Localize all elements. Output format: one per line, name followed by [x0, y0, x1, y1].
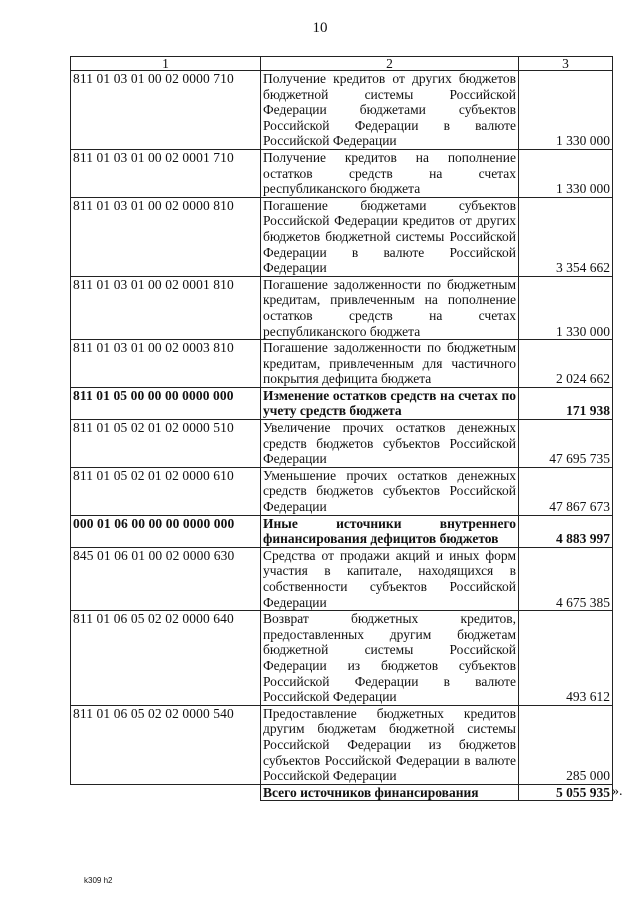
- row-amount: 493 612: [519, 611, 613, 706]
- row-code: 811 01 03 01 00 02 0000 810: [71, 197, 261, 276]
- table-total-row: [71, 784, 613, 801]
- closing-quote-mark: ».: [612, 783, 623, 799]
- table-row: [71, 149, 613, 197]
- total-empty-cell: [71, 784, 261, 801]
- row-name: Погашение бюджетами субъектов Российской Федерации кредитов от других бюджетов бюджетной системы Российской Федерации в валюте Российской Федерации: [261, 197, 519, 276]
- table-row: [71, 467, 613, 515]
- footer-document-code: k309 h2: [84, 876, 113, 885]
- total-amount: 5 055 935: [519, 784, 613, 801]
- page-number: 10: [312, 20, 328, 36]
- row-code: 811 01 06 05 02 02 0000 540: [71, 705, 261, 784]
- row-amount: 3 354 662: [519, 197, 613, 276]
- row-name: Погашение задолженности по бюджетным кредитам, привлеченным на пополнение остатков средств на счетах республиканского бюджета: [261, 276, 519, 339]
- row-amount: 47 695 735: [519, 420, 613, 468]
- row-name: Получение кредитов от других бюджетов бюджетной системы Российской Федерации бюджетами субъектов Российской Федерации в валюте Российской Федерации: [261, 71, 519, 150]
- table-row-subtotal: [71, 515, 613, 547]
- row-amount: 2 024 662: [519, 340, 613, 388]
- row-name: Получение кредитов на пополнение остатков средств на счетах республиканского бюджета: [261, 149, 519, 197]
- table-row: [71, 547, 613, 610]
- table-header-row: [71, 57, 613, 71]
- row-name: Изменение остатков средств на счетах по учету средств бюджета: [261, 387, 519, 419]
- row-amount: 1 330 000: [519, 71, 613, 150]
- total-label: Всего источников финансирования: [261, 784, 519, 801]
- table-row: [71, 611, 613, 706]
- row-amount: 4 675 385: [519, 547, 613, 610]
- row-name: Иные источники внутреннего финансирования дефицитов бюджетов: [261, 515, 519, 547]
- row-code: 811 01 03 01 00 02 0001 810: [71, 276, 261, 339]
- row-code: 811 01 06 05 02 02 0000 640: [71, 611, 261, 706]
- row-amount: 171 938: [519, 387, 613, 419]
- column-header: 3: [519, 57, 613, 71]
- row-code: 811 01 05 00 00 00 0000 000: [71, 387, 261, 419]
- row-code: 811 01 03 01 00 02 0001 710: [71, 149, 261, 197]
- row-amount: 285 000: [519, 705, 613, 784]
- table-row: [71, 705, 613, 784]
- table-row: [71, 340, 613, 388]
- row-name: Средства от продажи акций и иных форм участия в капитале, находящихся в собственности субъектов Российской Федерации: [261, 547, 519, 610]
- row-name: Уменьшение прочих остатков денежных средств бюджетов субъектов Российской Федерации: [261, 467, 519, 515]
- row-amount: 1 330 000: [519, 149, 613, 197]
- table-row: [71, 276, 613, 339]
- column-header: 1: [71, 57, 261, 71]
- row-amount: 1 330 000: [519, 276, 613, 339]
- row-code: 811 01 03 01 00 02 0000 710: [71, 71, 261, 150]
- row-amount: 47 867 673: [519, 467, 613, 515]
- row-code: 000 01 06 00 00 00 0000 000: [71, 515, 261, 547]
- row-name: Погашение задолженности по бюджетным кредитам, привлеченным для частичного покрытия дефицита бюджета: [261, 340, 519, 388]
- table-row-subtotal: [71, 387, 613, 419]
- financing-sources-table: [70, 56, 613, 801]
- row-code: 845 01 06 01 00 02 0000 630: [71, 547, 261, 610]
- row-name: Возврат бюджетных кредитов, предоставленных другим бюджетам бюджетной системы Российской Федерации из бюджетов субъектов Российской Федерации в валюте Российской Федерации: [261, 611, 519, 706]
- row-name: Предоставление бюджетных кредитов другим бюджетам бюджетной системы Российской Федерации из бюджетов субъектов Российской Федерации в валюте Российской Федерации: [261, 705, 519, 784]
- table-row: [71, 420, 613, 468]
- row-code: 811 01 03 01 00 02 0003 810: [71, 340, 261, 388]
- row-code: 811 01 05 02 01 02 0000 510: [71, 420, 261, 468]
- row-name: Увеличение прочих остатков денежных средств бюджетов субъектов Российской Федерации: [261, 420, 519, 468]
- row-amount: 4 883 997: [519, 515, 613, 547]
- column-header: 2: [261, 57, 519, 71]
- table-row: [71, 71, 613, 150]
- table-row: [71, 197, 613, 276]
- row-code: 811 01 05 02 01 02 0000 610: [71, 467, 261, 515]
- table-body: [71, 57, 613, 801]
